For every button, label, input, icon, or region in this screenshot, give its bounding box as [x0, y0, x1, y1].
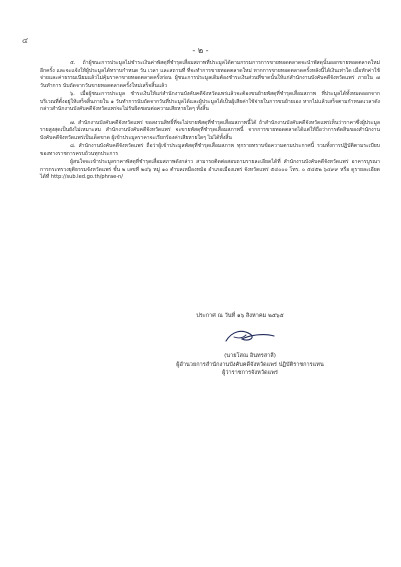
page-number: - ๒ -: [192, 46, 209, 55]
signatory-title-line1: ผู้อำนวยการสำนักงานบังคับคดีจังหวัดแพร่ ปฏิบัติราชการแทน: [176, 361, 324, 368]
paragraph-8: ๘. สำนักงานบังคับคดีจังหวัดแพร่ ถือว่าผู้เข้าประมูลพัสดุที่ชำรุดเสื่อมสภาพ ทุกรายทราบข้อความตามประกาศนี้ รวมทั้งการปฏิบัติตามระเบียบของทางราชการครบถ้วนทุกประการ: [40, 143, 380, 157]
signature-block: [170, 352, 330, 378]
paragraph-6: ๖. เมื่อผู้ชนะการประมูล ชำระเงินให้แก่สำนักงานบังคับคดีจังหวัดแพร่แล้วจะต้องขนย้ายพัสดุที่ชำรุดเสื่อมสภาพ ที่ประมูลได้ทั้งหมดออกจากบริเวณที่ตั้งอยู่ให้เสร็จสิ้นภายใน ๑ วันทำการนับถัดจากวันที่ประมูลได้และผู้ประมูลได้เป็นผู้เสียค่าใช้จ่ายในการขนย้ายเอง หากไม่แล้วเสร็จตามกำหนดเวลาดังกล่าวสำนักงานบังคับคดีจังหวัดแพร่จะไม่รับผิดชอบต่อความเสียหายใดๆ ทั้งสิ้น: [40, 91, 380, 112]
signatory-name: (นายโสณ อินทรสาลี): [224, 353, 276, 359]
paragraph-7: ๗. สำนักงานบังคับคดีจังหวัดแพร่ ขอสงวนสิทธิ์ที่จะไม่ขายพัสดุที่ชำรุดเสื่อมสภาพนี้ได้ ถ้าสำนักงานบังคับคดีจังหวัดแพร่เห็นว่าราคาซึ่งผู้ประมูลรายสูงสุดเป็นยังไม่เหมาะสม สำนักงานบังคับคดีจังหวัดแพร่ จะขายพัสดุที่ชำรุดเสื่อมสภาพนี้ จากการขายทอดตลาดได้แต่ให้ถือว่าการตัดสินของสำนักงานบังคับคดีจังหวัดแพร่เป็นเด็ดขาด ผู้เข้าประมูลราคาจะเรียกร้องค่าเสียหายใดๆ ไม่ได้ทั้งสิ้น: [40, 119, 380, 141]
corner-mark: ๔: [22, 36, 29, 45]
handwritten-signature: [220, 325, 280, 347]
announcement-date: ประกาศ ณ วันที่ ๑๖ สิงหาคม ๒๕๖๕: [196, 313, 284, 319]
paragraph-contact: ผู้สนใจจะเข้าประมูลราคาพัสดุที่ชำรุดเสื่อมสภาพดังกล่าว สามารถติดต่อสอบถามรายละเอียดได้ที่ สำนักงานบังคับคดีจังหวัดแพร่ อาคารบูรณาการกระทรวงยุติธรรมจังหวัดแพร่ ชั้น ๒ เลขที่ ๒๔๖ หมู่ ๑๐ ตำบลเหมืองหม้อ อำเภอเมืองแพร่ จังหวัดแพร่ ๕๔๐๐๐ โทร. ๐ ๕๔๕๒ ๖๔๙๙ หรือ ดูรายละเอียดได้ที่ http://sub.led.go.th/phrae-n/: [40, 159, 380, 180]
signatory-title-line2: ผู้ว่าราชการจังหวัดแพร่: [222, 370, 278, 376]
document-body: [40, 60, 380, 182]
paragraph-5: ๕. ถ้าผู้ชนะการประมูลไม่ชำระเงินค่าพัสดุที่ชำรุดเสื่อมสภาพที่ประมูลได้ตามกรรมการการขายทอดตลาดจะนำพัสดุนั้นออกขายทอดตลาดใหม่อีกครั้ง และจะแจ้งให้ผู้ประมูลได้ทราบกำหนด วัน เวลา และสถานที่ ที่จะทำการขายทอดตลาดใหม่ หากการขายทอดตลาดครั้งหลังนี้ได้เงินเท่าใด เมื่อหักค่าใช้จ่ายและค่าธรรมเนียมแล้วไม่คุ้มราคาขายทอดตลาดครั้งก่อน ผู้ชนะการประมูลเดิมต้องชำระเงินส่วนที่ขาดนั้นให้แก่สำนักงานบังคับคดีจังหวัดแพร่ ภายใน ๗ วันทำการ นับถัดจากวันขายทอดตลาดครั้งใหม่เสร็จสิ้นแล้ว: [40, 60, 380, 89]
